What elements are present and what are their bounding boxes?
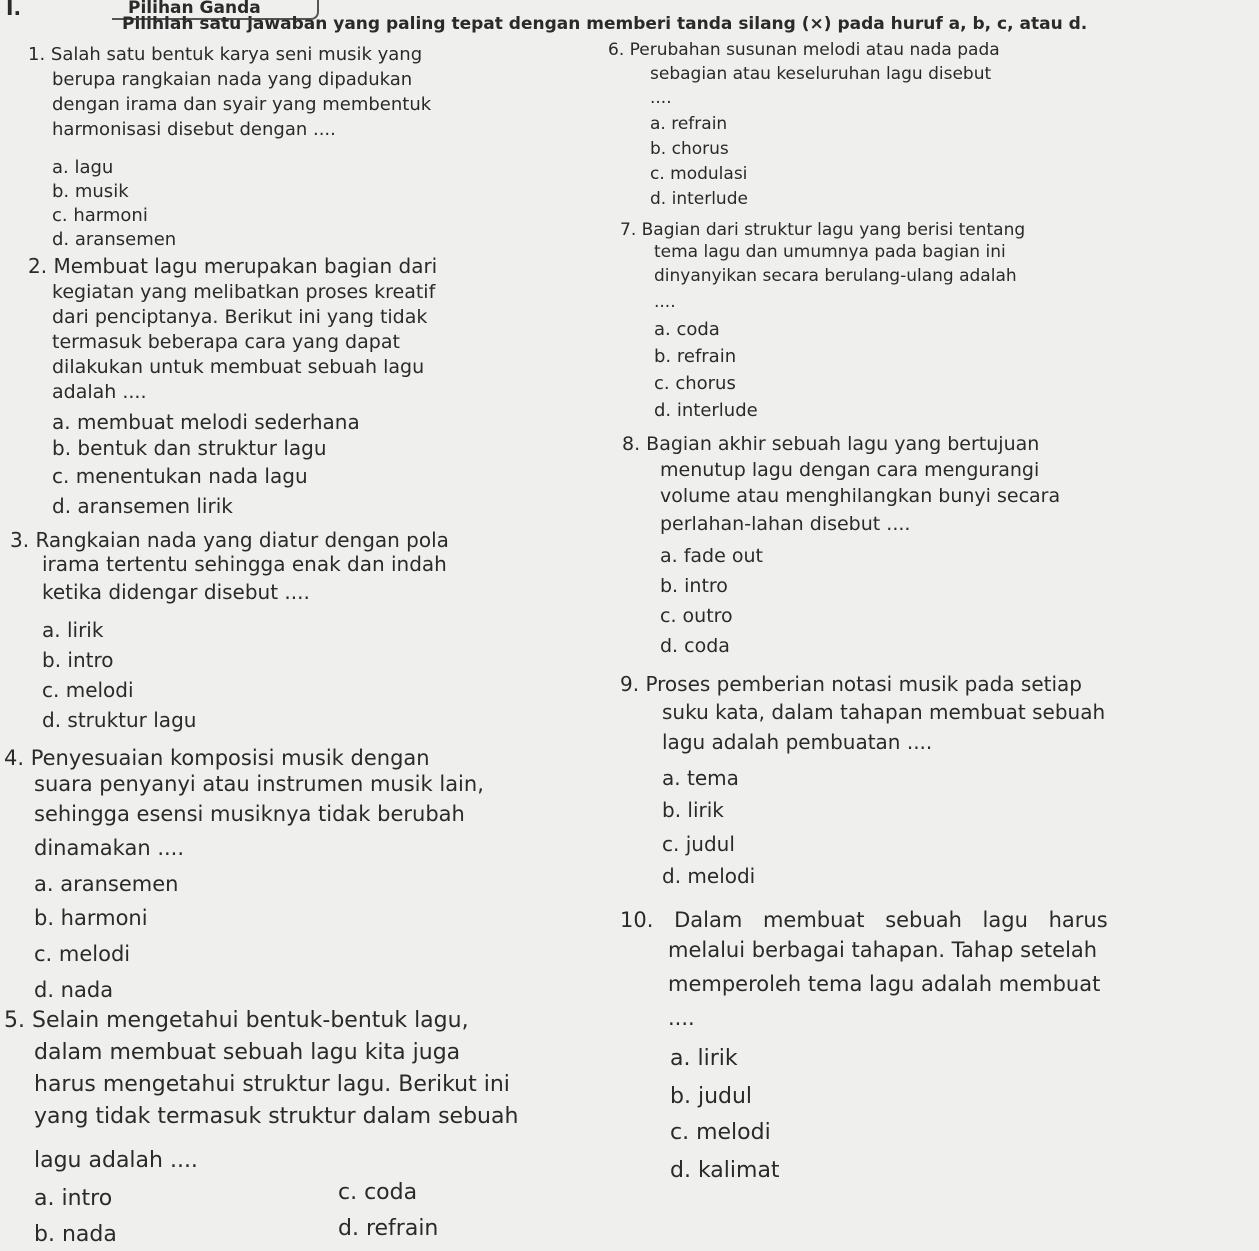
option-c[interactable]: c. melodi xyxy=(670,1120,771,1145)
option-a[interactable]: a. refrain xyxy=(650,114,728,134)
option-c[interactable]: c. melodi xyxy=(34,942,131,966)
question-text-line: sehingga esensi musiknya tidak berubah xyxy=(34,802,465,826)
question-text-line: kegiatan yang melibatkan proses kreatif xyxy=(52,281,436,303)
question-text-line: .... xyxy=(654,292,676,312)
question-text-line: 5. Selain mengetahui bentuk-bentuk lagu, xyxy=(4,1008,469,1033)
option-a[interactable]: a. lagu xyxy=(52,157,114,178)
option-c[interactable]: c. modulasi xyxy=(650,164,748,184)
option-a[interactable]: a. coda xyxy=(654,319,720,340)
section-number: I. xyxy=(6,0,22,20)
question-text-line: suku kata, dalam tahapan membuat sebuah xyxy=(662,700,1106,724)
question-text-line: perlahan-lahan disebut .... xyxy=(660,513,911,535)
option-c[interactable]: c. menentukan nada lagu xyxy=(52,464,308,488)
option-a[interactable]: a. tema xyxy=(662,766,739,790)
option-d[interactable]: d. nada xyxy=(34,978,114,1002)
option-d[interactable]: d. coda xyxy=(660,635,730,657)
option-c[interactable]: c. melodi xyxy=(42,678,134,702)
section-title: Pilihan Ganda xyxy=(128,0,261,18)
question-text-line: dinamakan .... xyxy=(34,836,185,860)
question-text-line: ketika didengar disebut .... xyxy=(42,580,310,604)
question-text-line: memperoleh tema lagu adalah membuat xyxy=(668,972,1101,996)
question-text-line: menutup lagu dengan cara mengurangi xyxy=(660,459,1040,481)
option-b[interactable]: b. judul xyxy=(670,1084,753,1109)
option-b[interactable]: b. refrain xyxy=(654,346,737,367)
option-b[interactable]: b. nada xyxy=(34,1222,117,1247)
option-d[interactable]: d. aransemen lirik xyxy=(52,494,233,518)
question-text-line: yang tidak termasuk struktur dalam sebuah xyxy=(34,1104,519,1129)
option-d[interactable]: d. struktur lagu xyxy=(42,708,197,732)
question-text-line: melalui berbagai tahapan. Tahap setelah xyxy=(668,938,1098,962)
option-a[interactable]: a. intro xyxy=(34,1186,113,1211)
instruction: Pilihlah satu jawaban yang paling tepat dengan memberi tanda silang (×) pada huruf a, b, c, atau d. xyxy=(122,14,1088,34)
question-text-line: 4. Penyesuaian komposisi musik dengan xyxy=(4,746,430,770)
option-a[interactable]: a. membuat melodi sederhana xyxy=(52,410,360,434)
question-text-line: adalah .... xyxy=(52,381,147,403)
option-b[interactable]: b. intro xyxy=(660,575,728,597)
question-text-line: dilakukan untuk membuat sebuah lagu xyxy=(52,356,425,378)
question-text-line: 1. Salah satu bentuk karya seni musik yang xyxy=(28,44,423,65)
option-c[interactable]: c. chorus xyxy=(654,373,736,394)
option-d[interactable]: d. refrain xyxy=(338,1216,439,1241)
option-d[interactable]: d. kalimat xyxy=(670,1158,780,1183)
question-text-line: 7. Bagian dari struktur lagu yang berisi tentang xyxy=(620,220,1026,240)
option-d[interactable]: d. interlude xyxy=(654,400,758,421)
question-text-line: berupa rangkaian nada yang dipadukan xyxy=(52,69,413,90)
question-text-line: termasuk beberapa cara yang dapat xyxy=(52,331,400,353)
question-text-line: 10. Dalam membuat sebuah lagu harus xyxy=(620,908,1108,932)
option-c[interactable]: c. harmoni xyxy=(52,205,148,226)
question-text-line: 3. Rangkaian nada yang diatur dengan pola xyxy=(10,528,449,552)
question-text-line: suara penyanyi atau instrumen musik lain, xyxy=(34,772,484,796)
question-text-line: lagu adalah .... xyxy=(34,1148,198,1173)
option-b[interactable]: b. musik xyxy=(52,181,129,202)
option-d[interactable]: d. interlude xyxy=(650,189,748,209)
option-d[interactable]: d. aransemen xyxy=(52,229,177,250)
question-text-line: volume atau menghilangkan bunyi secara xyxy=(660,485,1061,507)
option-b[interactable]: b. intro xyxy=(42,648,114,672)
option-d[interactable]: d. melodi xyxy=(662,864,756,888)
question-text-line: tema lagu dan umumnya pada bagian ini xyxy=(654,242,1006,262)
option-b[interactable]: b. bentuk dan struktur lagu xyxy=(52,436,327,460)
question-text-line: dinyanyikan secara berulang-ulang adalah xyxy=(654,266,1017,286)
option-c[interactable]: c. coda xyxy=(338,1180,418,1205)
question-text-line: sebagian atau keseluruhan lagu disebut xyxy=(650,64,992,84)
question-text-line: dari penciptanya. Berikut ini yang tidak xyxy=(52,306,428,328)
option-a[interactable]: a. lirik xyxy=(670,1046,738,1071)
option-b[interactable]: b. lirik xyxy=(662,798,724,822)
question-text-line: .... xyxy=(650,88,672,108)
option-a[interactable]: a. lirik xyxy=(42,618,104,642)
question-text-line: dalam membuat sebuah lagu kita juga xyxy=(34,1040,461,1065)
question-text-line: dengan irama dan syair yang membentuk xyxy=(52,94,432,115)
question-text-line: harmonisasi disebut dengan .... xyxy=(52,119,336,140)
question-text-line: lagu adalah pembuatan .... xyxy=(662,730,933,754)
option-c[interactable]: c. judul xyxy=(662,832,735,856)
question-text-line: irama tertentu sehingga enak dan indah xyxy=(42,552,447,576)
option-a[interactable]: a. fade out xyxy=(660,545,763,567)
question-text-line: harus mengetahui struktur lagu. Berikut ini xyxy=(34,1072,510,1097)
option-b[interactable]: b. harmoni xyxy=(34,906,148,930)
question-text-line: 2. Membuat lagu merupakan bagian dari xyxy=(28,254,438,278)
option-c[interactable]: c. outro xyxy=(660,605,733,627)
option-b[interactable]: b. chorus xyxy=(650,139,729,159)
question-text-line: .... xyxy=(668,1006,695,1030)
question-text-line: 9. Proses pemberian notasi musik pada setiap xyxy=(620,672,1082,696)
question-text-line: 8. Bagian akhir sebuah lagu yang bertujuan xyxy=(622,433,1040,455)
option-a[interactable]: a. aransemen xyxy=(34,872,179,896)
question-text-line: 6. Perubahan susunan melodi atau nada pada xyxy=(608,40,1000,60)
